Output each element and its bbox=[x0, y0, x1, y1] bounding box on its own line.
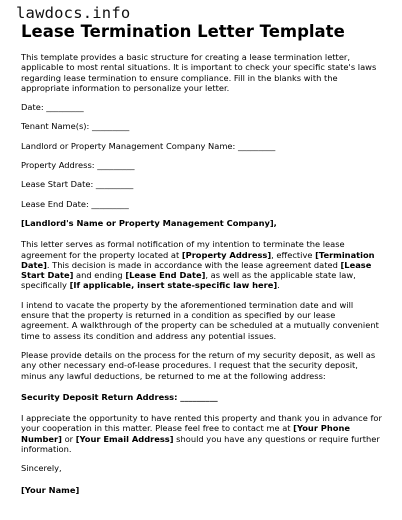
para1-text-3: . This decision is made in accordance with the lease agreement dated bbox=[46, 259, 341, 270]
property-address-placeholder: [Property Address] bbox=[181, 249, 272, 260]
para1-text-2: , effective bbox=[271, 249, 316, 260]
phone-number-placeholder: [Your Phone Number] bbox=[21, 423, 351, 444]
para4-text-1: I appreciate the opportunity to have rented this property and thank you in advance for your cooperation in this matter. Please feel free to contact me at bbox=[21, 413, 382, 434]
termination-date-placeholder: [Termination Date] bbox=[21, 249, 375, 270]
para1-text-1: This letter serves as formal notification of my intention to terminate the lease agreement for the property located at bbox=[21, 239, 345, 260]
date-field: Date: _________ bbox=[21, 102, 84, 113]
site-watermark: lawdocs.info bbox=[16, 4, 131, 22]
landlord-name-field: Landlord or Property Management Company Name: _________ bbox=[21, 140, 276, 151]
closing: Sincerely, bbox=[21, 463, 62, 474]
lease-end-date-field: Lease End Date: _________ bbox=[21, 198, 129, 209]
appreciation-paragraph bbox=[21, 413, 383, 454]
document-body bbox=[21, 52, 383, 495]
state-law-placeholder: [If applicable, insert state-specific law here] bbox=[69, 280, 278, 291]
notification-paragraph bbox=[21, 239, 383, 290]
email-address-placeholder: [Your Email Address] bbox=[75, 433, 174, 444]
signature-placeholder: [Your Name] bbox=[21, 484, 80, 495]
lease-start-date-field: Lease Start Date: _________ bbox=[21, 179, 134, 190]
para4-text-3: should you have any questions or require further information. bbox=[21, 433, 380, 455]
deposit-request-paragraph: Please provide details on the process for the return of my security deposit, as well as any other necessary end-of-lease procedures. I request that the security deposit, minus any lawful deductions, be returned to me at the following address: bbox=[21, 349, 376, 381]
lease-start-date-placeholder: [Lease Start Date] bbox=[21, 259, 372, 281]
para1-text-4: and ending bbox=[73, 270, 126, 281]
tenant-name-field: Tenant Name(s): _________ bbox=[21, 121, 130, 132]
para1-text-6: . bbox=[277, 280, 280, 291]
document-title: Lease Termination Letter Template bbox=[21, 22, 345, 41]
para4-text-2: or bbox=[61, 433, 76, 444]
deposit-return-address-field: Security Deposit Return Address: _________ bbox=[21, 391, 218, 402]
para1-text-5: , as well as the applicable state law, specifically bbox=[21, 270, 356, 291]
salutation: [Landlord's Name or Property Management Company], bbox=[21, 217, 277, 228]
property-address-field: Property Address: _________ bbox=[21, 160, 135, 171]
lease-end-date-placeholder: [Lease End Date] bbox=[125, 270, 206, 281]
intro-paragraph: This template provides a basic structure for creating a lease termination letter, applicable to most rental situations. It is important to check your specific state's laws regarding lease termination to ensure compliance. Fill in the blanks with the appropriate information to personalize your letter. bbox=[21, 52, 377, 93]
vacate-paragraph: I intend to vacate the property by the aforementioned termination date and will ensure that the property is returned in a condition as specified by our lease agreement. A walkthrough of the property can be scheduled at a mutually convenient time to assess its condition and address any potential issues. bbox=[21, 299, 379, 341]
